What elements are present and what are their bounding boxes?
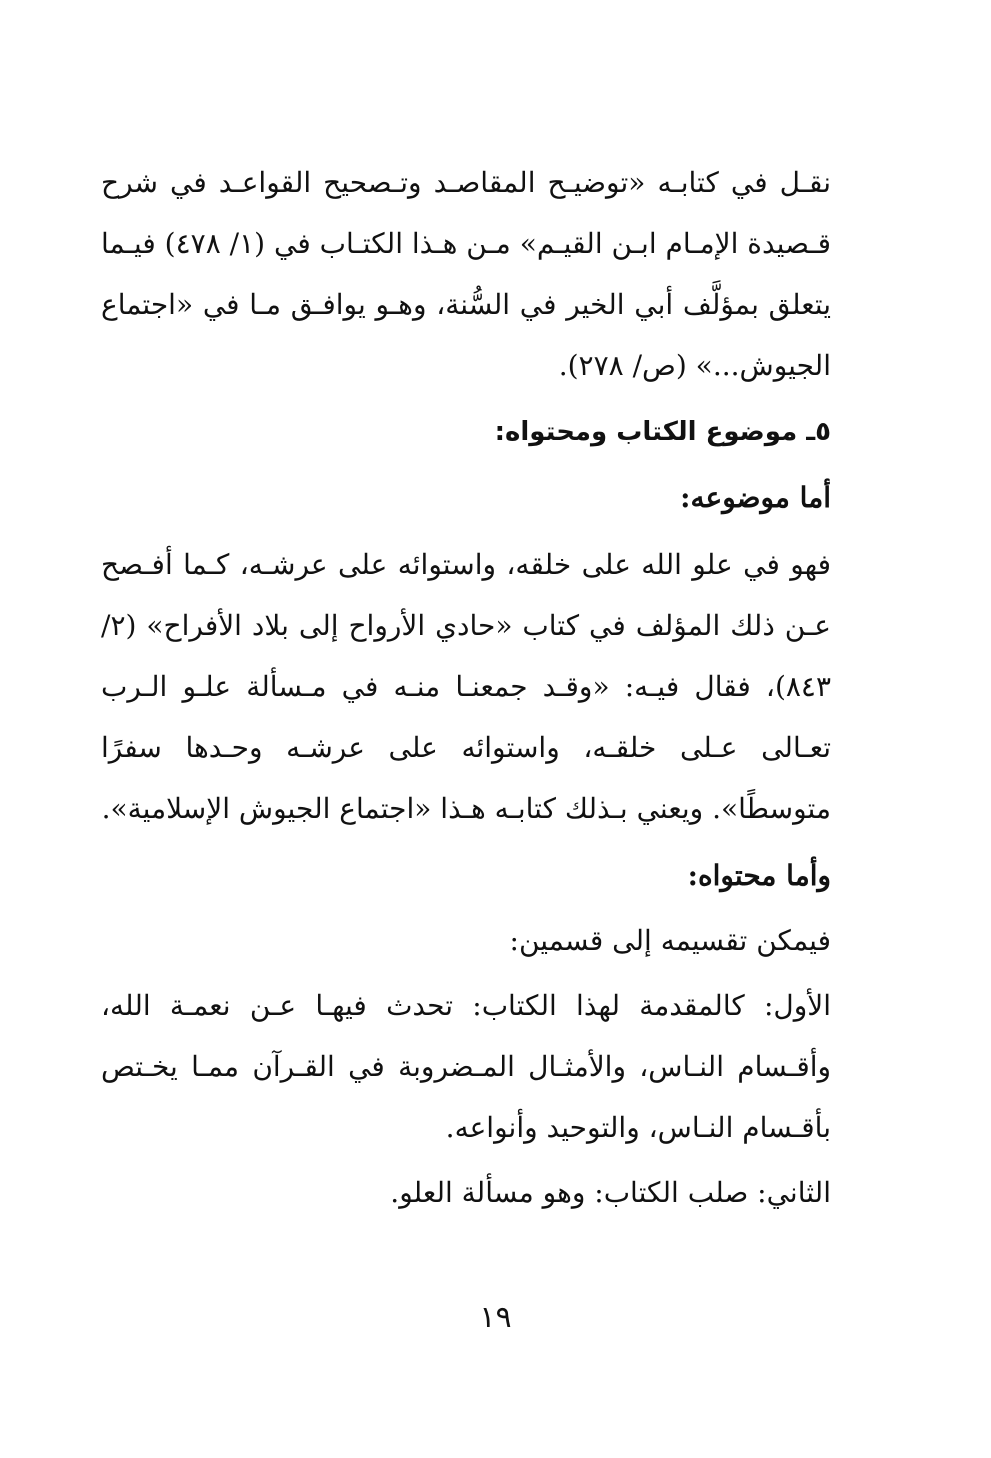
main-text-block	[101, 152, 831, 1223]
paragraph-intro: نقـل في كتابـه «توضيـح المقاصـد وتـصحيح القواعـد في شرح قـصيدة الإمـام ابـن القيـم» مـن هـذا الكتـاب في (١/ ٤٧٨) فيـما يتعلق بمؤلَّف أبي الخير في السُّنة، وهـو يوافـق مـا في «اجتماع الجيوش...» (ص/ ٢٧٨).	[101, 166, 831, 382]
paragraph-division: فيمكن تقسيمه إلى قسمين:	[509, 924, 831, 957]
content-label: وأما محتواه:	[687, 859, 831, 892]
section-heading: ٥ـ موضوع الكتاب ومحتواه:	[494, 417, 831, 447]
paragraph-subject: فهو في علو الله على خلقه، واستوائه على عرشـه، كـما أفـصح عـن ذلك المؤلف في كتاب «حادي الأرواح إلى بلاد الأفراح» (٢/ ٨٤٣)، فقال فيـه: «وقـد جمعنـا منـه في مـسألة علـو الـرب تعـالى عـلى خلقـه، واستوائه على عرشـه وحـدها سفرًا متوسطًا». ويعني بـذلك كتابـه هـذا «اجتماع الجيوش الإسلامية».	[101, 548, 831, 825]
paragraph-first-part: الأول: كالمقدمة لهذا الكتاب: تحدث فيهـا عـن نعمـة الله، وأقـسام النـاس، والأمثـال المـضروبة في القـرآن ممـا يخـتص بأقـسام النـاس، والتوحيد وأنواعه.	[101, 989, 831, 1144]
paragraph-second-part: الثاني: صلب الكتاب: وهو مسألة العلو.	[390, 1176, 831, 1209]
page-number: ١٩	[479, 1300, 512, 1335]
subject-label: أما موضوعه:	[680, 481, 831, 514]
